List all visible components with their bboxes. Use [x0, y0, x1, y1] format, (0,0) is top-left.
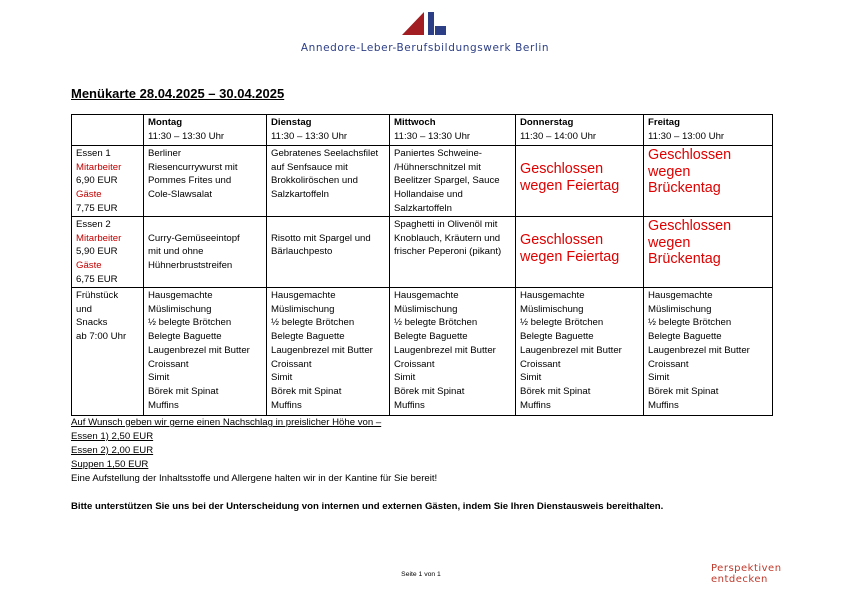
closed-line: Geschlossen — [520, 232, 604, 248]
menu-cell — [390, 288, 516, 416]
menu-item-line: Paniertes Schweine- — [394, 148, 482, 159]
menu-item-line: Hausgemachte — [648, 290, 713, 301]
menu-cell — [516, 146, 644, 217]
menu-item-line: Muffins — [520, 399, 551, 411]
menu-item-line: Belegte Baguette — [520, 331, 594, 343]
menu-item-line: Laugenbrezel mit Butter — [271, 344, 373, 356]
day-header-mittwoch — [390, 115, 516, 146]
page-title: Menükarte 28.04.2025 – 30.04.2025 — [71, 86, 285, 101]
menu-item-line: Müslimischung — [148, 303, 212, 315]
staff-price: 6,90 EUR — [76, 175, 118, 187]
menu-item-line: Riesencurrywurst mit — [148, 161, 238, 173]
closed-notice — [648, 147, 768, 197]
menu-item-line: Hausgemachte — [271, 290, 336, 301]
closed-line: wegen — [648, 163, 691, 180]
menu-item-line: Croissant — [648, 358, 689, 370]
staff-label: Mitarbeiter — [76, 161, 122, 173]
menu-cell — [144, 217, 267, 288]
menu-item-line: Croissant — [148, 358, 189, 370]
menu-item-line: Risotto mit Spargel und — [271, 232, 371, 244]
day-name: Dienstag — [271, 117, 312, 128]
menu-item-line: Hollandaise und — [394, 189, 463, 201]
day-hours: 11:30 – 13:30 Uhr — [148, 130, 225, 142]
menu-item-line: Belegte Baguette — [271, 331, 345, 343]
day-name: Donnerstag — [520, 117, 574, 128]
menu-item-line — [271, 218, 385, 232]
menu-row — [72, 217, 773, 288]
menu-item-line: Muffins — [394, 399, 425, 411]
menu-cell — [644, 217, 773, 288]
menu-cell — [267, 146, 390, 217]
menu-item-line: Simit — [520, 372, 542, 384]
menu-item-line: Börek mit Spinat — [648, 385, 719, 397]
organization-logo — [402, 12, 446, 35]
closed-notice — [648, 218, 768, 268]
closed-notice — [520, 218, 639, 265]
closed-line: wegen Feiertag — [520, 248, 620, 265]
menu-item-line: Salzkartoffeln — [271, 189, 329, 201]
menu-cell — [516, 217, 644, 288]
row-label-cell — [72, 146, 144, 217]
menu-item-line: Hausgemachte — [394, 290, 459, 301]
row-label-name: Essen 1 — [76, 148, 111, 159]
slogan: Perspektiven entdecken — [711, 563, 782, 585]
menu-item-line: Belegte Baguette — [394, 331, 468, 343]
closed-line: Geschlossen — [648, 147, 732, 163]
row-label-line: Snacks — [76, 317, 108, 329]
menu-item-line: Simit — [394, 372, 416, 384]
menu-item-line: Laugenbrezel mit Butter — [394, 344, 496, 356]
menu-item-line: Knoblauch, Kräutern und — [394, 232, 501, 244]
menu-cell — [144, 146, 267, 217]
menu-item-line: frischer Peperoni (pikant) — [394, 246, 502, 258]
menu-item-line: mit und ohne — [148, 246, 204, 258]
menu-item-line: Berliner — [148, 148, 182, 159]
suppen-extra-price: Suppen 1,50 EUR — [71, 459, 149, 470]
day-header-freitag — [644, 115, 773, 146]
closed-line: wegen — [648, 234, 691, 251]
menu-item-line: Croissant — [394, 358, 435, 370]
menu-row — [72, 146, 773, 217]
day-header-dienstag — [267, 115, 390, 146]
menu-item-line: Hausgemachte — [520, 290, 585, 301]
day-name: Freitag — [648, 117, 680, 128]
empty-header-cell — [72, 115, 144, 146]
menu-item-line: Börek mit Spinat — [520, 385, 591, 397]
day-hours: 11:30 – 14:00 Uhr — [520, 130, 597, 142]
menu-item-line: Curry-Gemüseeintopf — [148, 232, 240, 244]
closed-line: Brückentag — [648, 180, 721, 196]
day-hours: 11:30 – 13:30 Uhr — [394, 130, 471, 142]
closed-line: Geschlossen — [520, 161, 604, 177]
row-label-line: und — [76, 303, 93, 315]
menu-item-line: Simit — [648, 372, 670, 384]
menu-cell — [644, 288, 773, 416]
menu-item-line: Börek mit Spinat — [148, 385, 219, 397]
menu-cell — [516, 288, 644, 416]
menu-item-line — [148, 218, 262, 232]
menu-item-line: Müslimischung — [648, 303, 712, 315]
menu-item-line: Belegte Baguette — [648, 331, 722, 343]
day-name: Mittwoch — [394, 117, 436, 128]
menu-item-line: Börek mit Spinat — [394, 385, 465, 397]
page-number: Seite 1 von 1 — [401, 571, 441, 578]
menu-item-line: ½ belegte Brötchen — [271, 317, 355, 329]
menu-item-line: ½ belegte Brötchen — [520, 317, 604, 329]
staff-price: 5,90 EUR — [76, 246, 118, 258]
menu-item-line: Muffins — [148, 399, 179, 411]
menu-item-line: /Hühnerschnitzel mit — [394, 161, 481, 173]
menu-item-line: Brokkoliröschen und — [271, 175, 358, 187]
day-hours: 11:30 – 13:30 Uhr — [271, 130, 348, 142]
row-label-cell — [72, 288, 144, 416]
menu-item-line: Belegte Baguette — [148, 331, 222, 343]
guest-label: Gäste — [76, 189, 102, 201]
day-header-montag — [144, 115, 267, 146]
menu-item-line: Laugenbrezel mit Butter — [648, 344, 750, 356]
menu-item-line: Pommes Frites und — [148, 175, 232, 187]
nachschlag-note: Auf Wunsch geben wir gerne einen Nachschlag in preislicher Höhe von – — [71, 417, 382, 428]
guest-label: Gäste — [76, 260, 102, 272]
row-label-cell — [72, 217, 144, 288]
menu-item-line: Laugenbrezel mit Butter — [520, 344, 622, 356]
row-label-name: Essen 2 — [76, 219, 111, 230]
menu-item-line: Hühnerbruststreifen — [148, 260, 233, 272]
menu-header-row — [72, 115, 773, 146]
menu-item-line: Croissant — [271, 358, 312, 370]
closed-line: Geschlossen — [648, 218, 732, 234]
menu-item-line: Börek mit Spinat — [271, 385, 342, 397]
menu-item-line: Beelitzer Spargel, Sauce — [394, 175, 500, 187]
menu-cell — [644, 146, 773, 217]
guest-price: 7,75 EUR — [76, 202, 118, 214]
menu-item-line: Hausgemachte — [148, 290, 213, 301]
notes-block — [71, 416, 437, 486]
closed-line: Brückentag — [648, 251, 721, 267]
closed-line: wegen Feiertag — [520, 177, 620, 194]
day-hours: 11:30 – 13:00 Uhr — [648, 130, 725, 142]
menu-item-line: Gebratenes Seelachsfilet — [271, 148, 379, 159]
menu-item-line: ½ belegte Brötchen — [648, 317, 732, 329]
menu-cell — [390, 146, 516, 217]
menu-item-line: Cole-Slawsalat — [148, 189, 212, 201]
guest-price: 6,75 EUR — [76, 273, 118, 285]
menu-item-line: Spaghetti in Olivenöl mit — [394, 219, 498, 230]
row-label-line: Frühstück — [76, 290, 119, 301]
day-name: Montag — [148, 117, 183, 128]
essen1-extra-price: Essen 1) 2,50 EUR — [71, 431, 154, 442]
menu-item-line: Simit — [271, 372, 293, 384]
menu-cell — [267, 217, 390, 288]
menu-item-line: Salzkartoffeln — [394, 202, 452, 214]
menu-item-line: Muffins — [271, 399, 302, 411]
menu-item-line: Laugenbrezel mit Butter — [148, 344, 250, 356]
menu-table — [71, 114, 773, 416]
menu-item-line: ½ belegte Brötchen — [148, 317, 232, 329]
menu-cell — [144, 288, 267, 416]
menu-cell — [390, 217, 516, 288]
row-label-line: ab 7:00 Uhr — [76, 331, 127, 343]
staff-id-note: Bitte unterstützen Sie uns bei der Unterscheidung von internen und externen Gästen, indem Sie Ihren Dienstausweis bereithalten. — [71, 501, 664, 512]
essen2-extra-price: Essen 2) 2,00 EUR — [71, 445, 154, 456]
menu-item-line: Müslimischung — [520, 303, 584, 315]
closed-notice — [520, 147, 639, 194]
menu-cell — [267, 288, 390, 416]
menu-item-line: Croissant — [520, 358, 561, 370]
day-header-donnerstag — [516, 115, 644, 146]
staff-label: Mitarbeiter — [76, 232, 122, 244]
allergene-note: Eine Aufstellung der Inhaltsstoffe und Allergene halten wir in der Kantine für Sie bereit! — [71, 473, 438, 484]
menu-item-line: Bärlauchpesto — [271, 246, 333, 258]
menu-item-line: auf Senfsauce mit — [271, 161, 348, 173]
menu-item-line: Simit — [148, 372, 170, 384]
menu-item-line: Müslimischung — [394, 303, 458, 315]
menu-row — [72, 288, 773, 416]
menu-item-line: Muffins — [648, 399, 679, 411]
menu-item-line: Müslimischung — [271, 303, 335, 315]
organization-name: Annedore-Leber-Berufsbildungswerk Berlin — [300, 42, 550, 54]
menu-item-line: ½ belegte Brötchen — [394, 317, 478, 329]
